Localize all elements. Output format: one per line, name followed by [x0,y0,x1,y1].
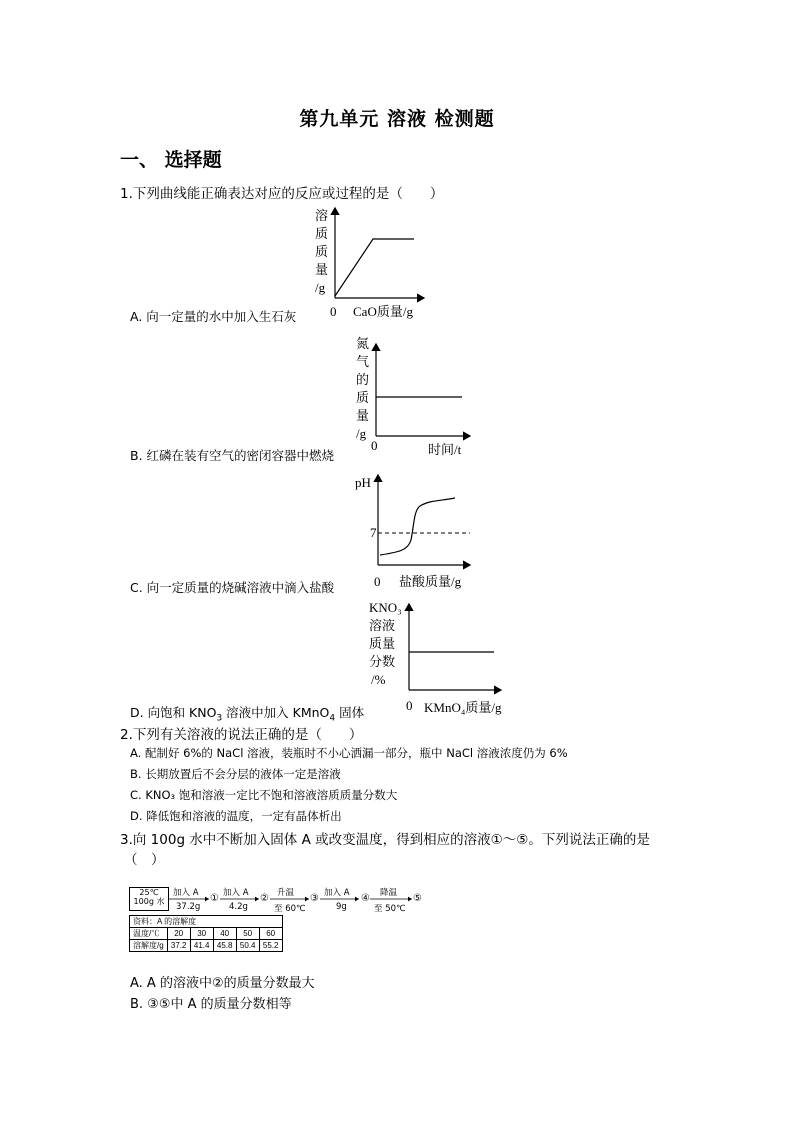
q2-option-d: D. 降低饱和溶液的温度，一定有晶体析出 [130,809,342,823]
q1-option-b: B. 红磷在装有空气的密闭容器中燃烧 [130,448,335,463]
q3-option-b: B. ③⑤中 A 的质量分数相等 [130,997,292,1012]
q1-option-d-part: 固体 [335,705,365,720]
table-row-label: 溶解度/g [130,940,168,952]
graph-a-ylabel-char: /g [315,280,326,295]
table-cell: 55.2 [259,940,282,952]
q1-option-d-sub: 4 [329,713,336,724]
graph-d-ylabel-line: 质量 [369,636,396,651]
graph-c-ylabel: pH [355,475,371,490]
table-cell: 45.8 [213,940,236,952]
graph-c-origin: 0 [374,574,381,589]
flow-step-2-bottom: 4.2g [229,902,248,912]
flow-result-5: ⑤ [413,893,422,904]
graph-b-origin: 0 [371,438,378,453]
flow-step-5-bottom: 至 50℃ [374,904,406,914]
solubility-table [129,915,283,952]
table-row [130,940,283,952]
q1-option-a: A. 向一定量的水中加入生石灰 [130,309,297,324]
graph-d-ylabel-line: 分数 [369,654,396,669]
table-row [130,916,283,928]
q1-option-c: C. 向一定质量的烧碱溶液中滴入盐酸 [130,580,335,595]
section-heading: 一、 选择题 [120,149,222,171]
question-3-stem-line1: 3.向 100g 水中不断加入固体 A 或改变温度，得到相应的溶液①～⑤。下列说法正确的是 [120,832,650,848]
graph-d-ylabel-line: 溶液 [369,618,396,633]
q2-option-c: C. KNO₃ 饱和溶液一定比不饱和溶液溶质质量分数大 [130,788,398,802]
table-caption: 资料：A 的溶解度 [130,916,283,928]
graph-b-ylabel-char: 气 [356,354,370,369]
flow-step-1-top: 加入 A [173,888,199,898]
graph-a-ylabel-char: 质 [315,226,329,241]
flow-result-4: ④ [361,893,370,904]
q3-option-a: A. A 的溶液中②的质量分数最大 [130,976,315,991]
graph-a-xlabel: CaO质量/g [353,304,413,319]
flow-step-5-top: 降温 [380,888,398,898]
table-cell: 50 [236,928,259,940]
flow-result-1: ① [210,893,219,904]
document-title: 第九单元 溶液 检测题 [299,108,495,130]
graph-b-ylabel-char: 质 [356,390,370,405]
graph-a-ylabel-char: 质 [315,244,329,259]
graph-b-ylabel-char: 量 [356,408,370,423]
graph-a-ylabel-char: 溶 [315,208,329,223]
graph-c-xlabel: 盐酸质量/g [399,574,462,589]
table-cell: 37.2 [167,940,190,952]
graph-b-ylabel-char: 的 [356,372,370,387]
graph-a-origin: 0 [330,304,337,319]
graph-d-xlabel: KMnO₄质量/g [424,700,502,715]
q2-option-a: A. 配制好 6%的 NaCl 溶液，装瓶时不小心洒漏一部分，瓶中 NaCl 溶液浓度仍为 6% [130,746,568,760]
table-cell: 30 [190,928,213,940]
flow-start-bottom: 100g 水 [133,897,165,906]
table-row [130,928,283,940]
flow-step-4-top: 加入 A [324,888,350,898]
question-1-stem: 1.下列曲线能正确表达对应的反应或过程的是（ ） [120,186,444,202]
q1-option-d-sub: 3 [216,713,223,724]
table-row-label: 温度/℃ [130,928,168,940]
graph-d-ylabel-line: KNO₃ [369,600,402,615]
table-cell: 60 [259,928,282,940]
flow-start-top: 25℃ [139,888,159,897]
table-cell: 20 [167,928,190,940]
graph-d-ylabel-line: /% [371,672,386,687]
question-3-stem-line2: （ ） [124,852,165,868]
q2-option-b: B. 长期放置后不会分层的液体一定是溶液 [130,767,341,781]
flow-result-3: ③ [310,893,319,904]
table-cell: 50.4 [236,940,259,952]
flow-step-3-top: 升温 [277,888,295,898]
graph-b-ylabel-char: /g [356,426,367,441]
graph-b-ylabel-char: 氮 [356,336,370,351]
table-cell: 41.4 [190,940,213,952]
question-2-stem: 2.下列有关溶液的说法正确的是（ ） [120,727,363,743]
graph-d-origin: 0 [406,698,413,713]
flow-step-2-top: 加入 A [223,888,249,898]
graph-a-ylabel-char: 量 [315,262,329,277]
q1-option-d-part: D. 向饱和 KNO [130,705,217,720]
flow-step-4-bottom: 9g [336,902,347,912]
graph-b-xlabel: 时间/t [428,442,462,457]
graph-c-tick-7: 7 [370,525,377,540]
table-cell: 40 [213,928,236,940]
flow-step-1-bottom: 37.2g [176,902,201,912]
q1-option-d-part: 溶液中加入 KMnO [222,705,330,720]
flow-step-3-bottom: 至 60℃ [274,904,306,914]
flow-result-2: ② [260,893,269,904]
